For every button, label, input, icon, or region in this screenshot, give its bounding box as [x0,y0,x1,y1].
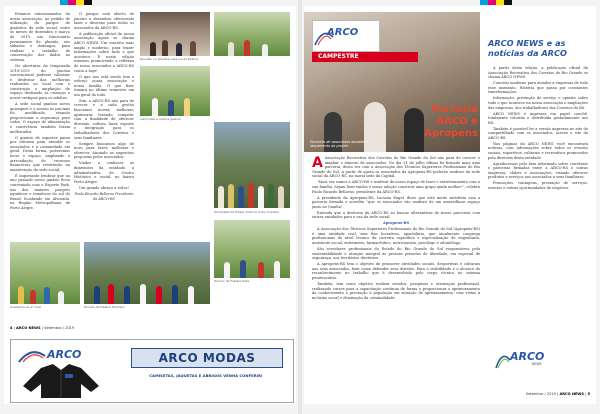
sidebar-logo-text: ARCO [510,350,545,363]
page-number: 5 [587,392,590,396]
paragraph: Estamos entusiasmados da nossa associação, no pedido de utilização do parque de ginástica da sede social, entre os meses de dezembro e março de 2019, um funcionário permanente de plantão, nos sábados e domingos, para realizar o trabalho de conservação dos dados ao sistema. [10,12,70,62]
photo-sports [214,220,290,278]
sidebar-paragraph: Conceito moderno para atender a empresas de todo esse momento. História que passa por constantes transformações. [488,81,588,95]
signature: Paulo Ricardo Bellorno Presidente da ARCO-RS [74,192,134,201]
arco-logo [17,346,107,364]
paragraph: Um grande abraço a todos! [79,185,129,190]
sidebar-logo-sub: NEWS [532,362,542,366]
paragraph: O ginásio de esportes passa por reforma para atender os associados e à comunidade em geral. Desta forma, poderemos locar o espaço, ampliando a arrecadação de recursos financeiros que reverterão na manutenção da sede social. [10,135,70,172]
paragraph: Sim, a ARCO-RS não para de crescer e a cada gestão buscamos inovar, melhorar, aprimorar, fazendo competir com a finalidade de oferecer diversão, cultura, lazer, esporte e integração para os trabalhadores dos Correios e seus familiares. [74,98,134,140]
paragraph: A sede social ganhou novos quiosques e o acesso às piscinas foi modificado, visando proporcionar a segurança para todos. O espaço de alimentação e convivência também foram melhorados. [10,102,70,134]
footer-separator: | [585,392,588,396]
arco-campestre-sign [312,20,380,52]
ad-slogan: CAMISETAS, JAQUETAS E ABRIGOS VENHA CONFERIR! [149,373,263,378]
photo-caption: Reunião no Direitos casa sul da Mulher [140,57,199,61]
arco-news-logo [494,344,554,372]
photo-caption: Academia ao ar livre [10,305,41,309]
article-paragraph: A presidente da Apropens-RS, Luciana Engel, disse que está muito satisfeita com a parceria firmada e acredita "que os associados vão usufruir de um maravilhoso espaço junto ao Guaíba". [312,195,480,209]
right-page [304,6,596,404]
photo-people [140,94,210,117]
page-footer [10,326,74,330]
sidebar-text [488,66,588,192]
color-bar [480,0,512,5]
photo-caption: Inscrições a cultura galeria [140,117,181,121]
footer-date: Setembro / 2019 [44,326,75,330]
photo-people [10,276,80,304]
photo-people [214,161,290,208]
footer-issue: ARCO NEWS [16,326,41,330]
column-1 [10,12,70,212]
column-2 [74,12,134,203]
footer-issue: ARCO NEWS [559,392,584,396]
footer-date: Setembro / 2019 [525,392,556,396]
photo-people [84,276,210,304]
paragraph: A publicação oficial da nossa associação agora se chama ARCO NEWS. Um conceito mais amplo e moderno, para trazer informações sobre tudo o que acontece. É nesta edição estamos promovendo a reflexão do nosso associados a ARCO-RS conta a hoje! [74,31,134,73]
photo-people [214,36,290,56]
dropcap: A [312,155,323,171]
paragraph: O que nos está sendo tem o esforço nossa associação e nossa família. O que fizer tomará no último trimestre em um geral do todo. [74,74,134,97]
footer-separator: | [13,326,17,330]
article-paragraph: Também, tem como objetivo realizar estudos, pesquisas e orientação profissional, realizando cursos para a capacitação contínua de forma a proporcionar o aprimoramento do conhecimento e prestação à população em situação de aprisionamento, com vistas à inclusão social e eliminação da criminalidade. [312,281,480,300]
article-paragraph: "Mais vez somos a ARCO-RS e usufruir de nosso espaço de lazer e entretenimento com a sua família. Sejam bem-vindos e nossa adoção construir uma grupo ainda melhor!", celebra Paulo Ricardo Bellorno, presidente da ARCO-RS. [312,180,480,194]
jacket-image [21,364,101,398]
sidebar-paragraph: Agradecemos pelo bem informado sobre convênios e parcerias firmadas entre a ARCO-RS e outras empresas, clubes e associações, visando oferecer produtos e serviços aos associados a seus familiares. [488,161,588,180]
paragraph: É importante lembrar que no ano passado nosso ginásio ficou conveniado com o Esporte Park, um dos maiores parques aquáticos e temáticos do sul do Brasil, localizado em Alvorada, na Região Metropolitana de Porto Alegre. [10,173,70,210]
paragraph: Sempre buscamos algo de novo para fazer, melhorar e oferecer. Atuando as sugestões propostas pelos associados. [74,141,134,160]
article-subheading: Apropens-RS [382,221,410,226]
hero-photo [304,12,480,152]
page-gutter [298,0,302,414]
hero-banner: CAMPESTRE [312,52,418,62]
sidebar-paragraph: ARCO NEWS é impressa em papel couchê, totalmente colorida e distribuída gratuitamente aos RS. [488,111,588,125]
sidebar-paragraph: Nas páginas da ARCO NEWS você encontrará notícias, com informações sobre todos os eventos sociais, esportivos, culturais e recreativos promovidos pela diretoria desta entidade. [488,141,588,160]
article-paragraph: A Associação dos Técnicos Superiores Profissionais do Rio Grande do Sul (Apropens-RS) é uma entidade civil, sem fins lucrativos, apartidária, que atualmente congrega profissionais de nível técnico da carreira específica e especialização de engenharia, assistente social, enfermeiro, farmacêutico, nutricionista, psicólogo e odontólogo. [312,227,480,246]
photo-people [140,36,210,56]
hero-caption: Encontro de associados durante o lançamento do projeto [310,140,368,148]
ad-brand: ARCO [47,348,82,361]
sidebar-paragraph: Informação, prestação de serviço e opinião sobre tudo o que acontece na nossa associação e ampliações das empresas, dos trabalhadores dos Correios do RS. [488,96,588,110]
sidebar-title: ARCO NEWS e as notícias da ARCO [488,38,567,58]
photo-group-large [214,122,290,208]
article-lead [312,156,480,179]
ad-title: ARCO MODAS [131,348,283,368]
sidebar-paragraph: Promoções, vantagens, prestação de serviços, eventos e outras oportunidades de negócios. [488,181,588,190]
footer-separator: | [557,392,560,396]
paragraph: No aberturas da temporada 2018-2019 do piscina convencional pudesse valorizar e desfrutar das melhorias realizadas no local com o construção e ampliação do espaço destinado às crianças e novos vestígios para os adultos. [10,63,70,101]
photo-field [84,242,210,304]
hero-headline: Parceria ARCO e Apropens [424,104,478,139]
sidebar-arco-news [484,26,592,386]
photo-caption: Olimpíada de Futsal: total no meio mundial [214,210,279,214]
photo-kids [10,242,80,304]
sidebar-paragraph: A partir desta edição, a publicação oficial da Associação Recreativa dos Correios do Rio Grande se chama ARCO NEWS. [488,66,588,80]
color-bar [60,0,92,5]
advertisement-arco-modas [10,339,294,403]
photo-meeting-room [140,12,210,56]
photo-people [214,252,290,278]
hero-logo-text: ARCO [327,27,359,38]
article-paragraph: A Apropens-RS tem o objetivo de promover atividades sociais, desportivas e culturais aos seus associados, bem como defender seus direitos. Para a visibilidade e o alcance do reconhecimento no trabalho que é desenvolvido pelo corpo técnico no sistema penitenciário. [312,262,480,280]
photo-caption: Torneio de Futebol Sete [214,279,250,283]
photo-caption: Torneio de futebol feminino [84,305,126,309]
article-paragraph: São servidores profissionais do Estado do Rio Grande do Sul responsáveis pela sustentabilidade e atuação integral às pessoas privadas de liberdade, em especial de segurança, nos territórios diretórios. [312,247,480,261]
article-paragraph: Associação Recreativa dos Correios do Rio Grande do Sul não para de crescer e ampliar o número de associados. No dia 31 de julho último foi firmado mais uma parceria, desta vez com a Associação dos Técnicos Superiores Profissionais do Rio Grande do Sul. A partir de agora os associados da Apropens-RS poderão usufruir da sede social da ARCO-RS, na moral sede da Capital. [312,156,480,179]
paragraph: Vindes a conhecer as dimensões da entidade, a administrativa, do Centro Histórico e social, no bairro Porto Alegre. [74,161,134,184]
page-number: 4 [10,326,13,330]
paragraph: O parque está aberto de janeiro a dezembro oferecendo lazer e diversão para todos os associados da ARCO-RS. [74,12,134,30]
left-page [4,6,296,404]
article-body [312,156,480,302]
footer-separator: | [41,326,45,330]
article-paragraph: Entenda que a diretoria da ARCO-RS ao buscar alternativas de novas parcerias com outras entidades para o uso da sede social. [312,210,480,220]
photo-sunny-group [214,12,290,56]
photo-event [140,66,210,116]
jacket-icon [21,364,101,398]
sidebar-paragraph: Também é possível ler a versão impressa no site do compartilhado com os associados, acesse o site da ARCO-RS. [488,126,588,140]
page-footer [526,392,590,396]
